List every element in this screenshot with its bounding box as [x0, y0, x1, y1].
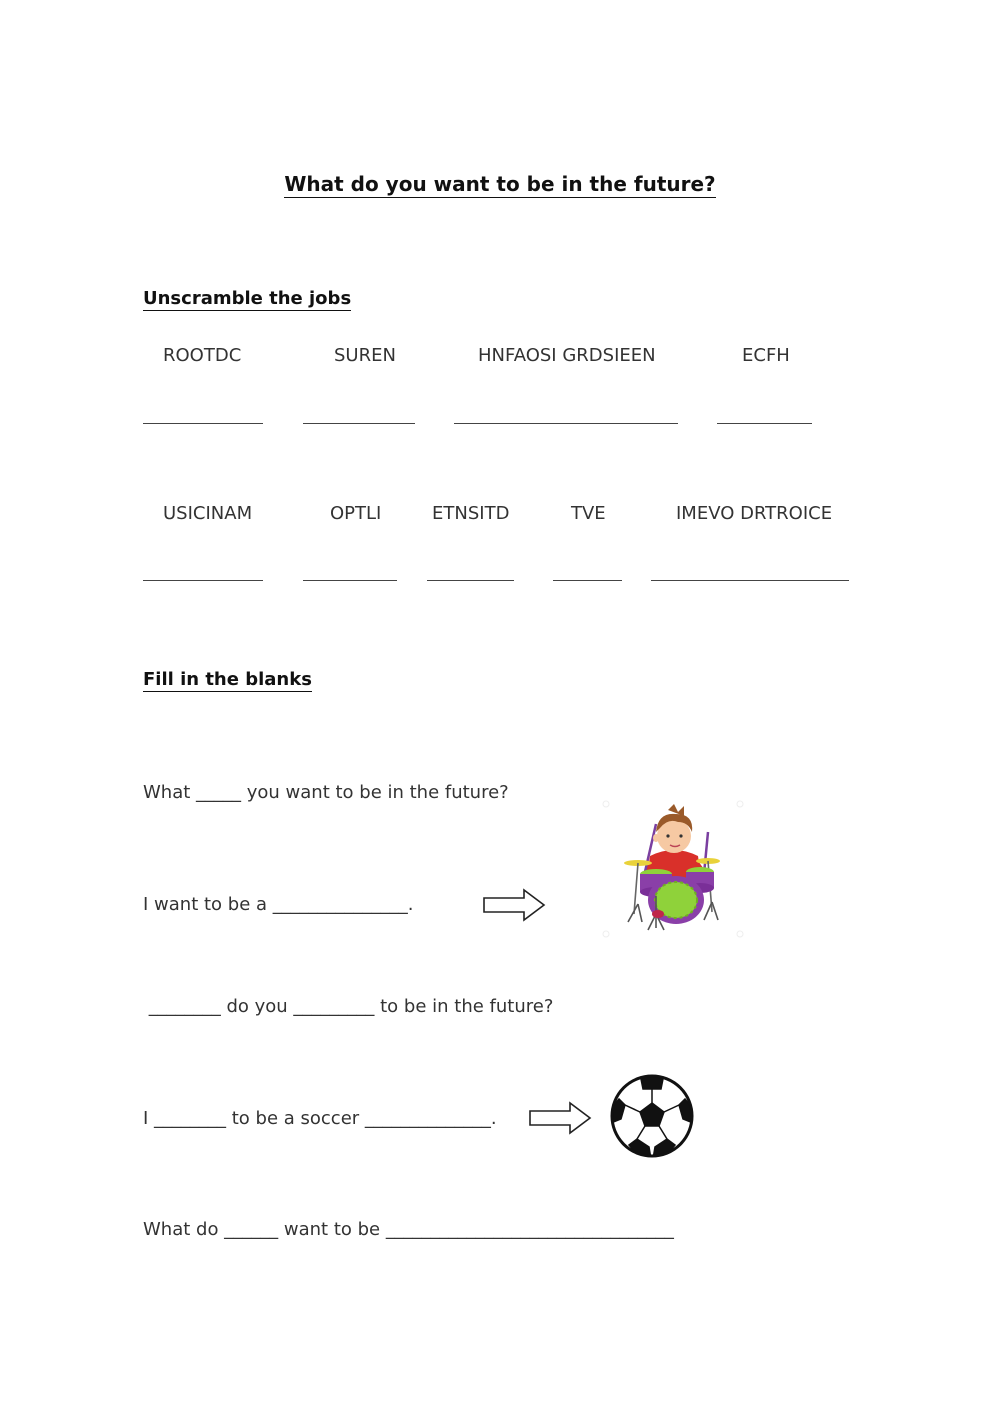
unscramble-heading: Unscramble the jobs [143, 288, 352, 309]
arrow-right-icon [482, 888, 546, 922]
answer-blank[interactable] [143, 423, 263, 424]
answer-blank[interactable] [651, 580, 849, 581]
answer-blank[interactable] [303, 423, 415, 424]
scrambled-word: IMEVO DRTROICE [676, 503, 833, 524]
scrambled-word: USICINAM [163, 503, 253, 524]
fill-sentence: What _____ you want to be in the future? [143, 782, 509, 803]
answer-blank[interactable] [454, 423, 678, 424]
scrambled-word: ETNSITD [432, 503, 510, 524]
fill-sentence: I want to be a _______________. [143, 894, 414, 915]
scrambled-word: SUREN [334, 345, 396, 366]
answer-blank[interactable] [427, 580, 514, 581]
answer-blank[interactable] [143, 580, 263, 581]
fill-sentence: I ________ to be a soccer ______________. [143, 1108, 497, 1129]
scrambled-word: ECFH [742, 345, 790, 366]
scrambled-word: OPTLI [330, 503, 382, 524]
answer-blank[interactable] [553, 580, 622, 581]
drummer-boy-illustration [598, 796, 748, 941]
scrambled-word: TVE [571, 503, 606, 524]
soccer-ball-icon [609, 1073, 695, 1159]
fill-sentence: What do ______ want to be ________________________________ [143, 1219, 674, 1240]
fill-blanks-heading: Fill in the blanks [143, 669, 312, 690]
arrow-right-icon [528, 1101, 592, 1135]
fill-sentence: ________ do you _________ to be in the future? [143, 996, 554, 1017]
answer-blank[interactable] [717, 423, 812, 424]
worksheet-title: What do you want to be in the future? [284, 172, 716, 196]
answer-blank[interactable] [303, 580, 397, 581]
scrambled-word: HNFAOSI GRDSIEEN [478, 345, 656, 366]
scrambled-word: ROOTDC [163, 345, 242, 366]
